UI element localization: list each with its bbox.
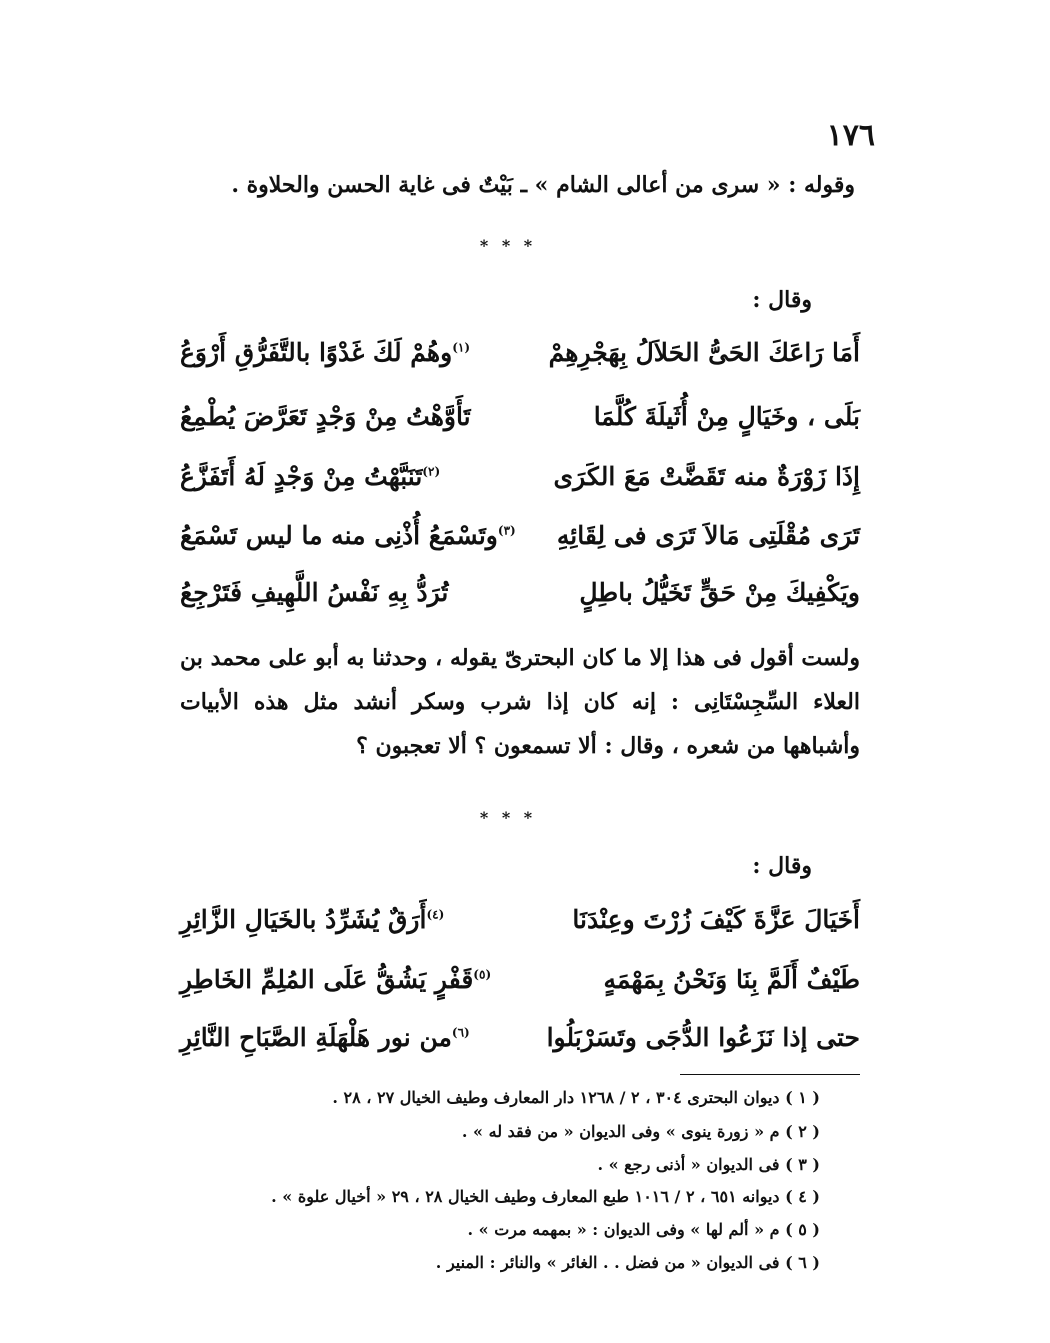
page-number: ١٧٦ — [826, 118, 875, 153]
first-hemistich: أَمَا رَاعَكَ الحَىُّ الحَلاَلُ بِهَجْرِهِمْ — [548, 338, 860, 367]
first-hemistich: إِذَا زَوْرَةٌ منه تَقَضَّتْ مَعَ الكَرَى — [553, 462, 860, 491]
footnote: ( ٥ ) م « ألم لها » وفى الديوان : « بمهمه مرت » . — [467, 1220, 820, 1239]
second-hemistich: تَأَوَّهْتُ مِنْ وَجْدٍ تَعَرَّضَ يُطْمِعُ — [180, 402, 471, 431]
footnote-ref: (٤) — [426, 907, 445, 922]
second-hemistich: $^{(٦)}$من نور هَلْهَلَةِ الصَّبَاحِ النَّائِرِ — [180, 1023, 470, 1052]
verse-line — [180, 1023, 860, 1063]
verse-line — [180, 462, 860, 502]
verse-intro-label: وقال : — [752, 287, 812, 313]
footnote: ( ١ ) ديوان البحترى ٣٠٤ ، ٢ / ١٢٦٨ دار المعارف وطيف الخيال ٢٧ ، ٢٨ . — [332, 1088, 820, 1107]
footnote-ref: (٥) — [473, 967, 492, 982]
first-hemistich: حتى إذا نَزَعُوا الدُّجَى وتَسَرْبَلُوا — [546, 1023, 860, 1052]
second-hemistich: $^{(١)}$وهُمْ لَكَ غَدْوًا بالتَّفَرُّقِ أَرْوَعُ — [180, 338, 471, 367]
verse-line — [180, 578, 860, 618]
section-separator: * * * — [479, 808, 537, 827]
footnote-ref: (١) — [452, 340, 471, 355]
footnote-ref: (٦) — [451, 1025, 470, 1040]
footnote: ( ٣ ) فى الديوان « أذنى رجع » . — [597, 1155, 820, 1174]
verse-intro-label: وقال : — [752, 853, 812, 879]
section-separator: * * * — [479, 236, 537, 255]
intro-line: وقوله : « سرى من أعالى الشام » ـ بَيْتٌ فى غاية الحسن والحلاوة . — [231, 172, 855, 198]
second-hemistich: $^{(٤)}$أَرَقٌ يُشَرِّدُ بالخَيَالِ الزَّائِرِ — [180, 905, 445, 934]
first-hemistich: ويَكْفِيكَ مِنْ حَقٍّ تَخَيُّلُ باطِلٍ — [579, 578, 860, 607]
first-hemistich: أَخَيَالَ عَزَّةَ كَيْفَ زُرْتَ وعِنْدَنَا — [572, 905, 860, 934]
footnote: ( ٢ ) م « زورة ينوى » وفى الديوان « من فقد له » . — [461, 1122, 820, 1141]
verse-line — [180, 905, 860, 945]
footnote: ( ٤ ) ديوانه ٦٥١ ، ٢ / ١٠١٦ طبع المعارف وطيف الخيال ٢٨ ، ٢٩ « أخيال علوة » . — [271, 1187, 820, 1206]
footnote-rule — [680, 1074, 860, 1075]
second-hemistich: $^{(٢)}$تَنَبَّهْتُ مِنْ وَجْدٍ لَهُ أَتَفَزَّعُ — [180, 462, 441, 491]
footnote: ( ٦ ) فى الديوان « من فضل . . الغائر » والنائر : المنير . — [435, 1253, 820, 1272]
first-hemistich: بَلَى ، وخَيَالٍ مِنْ أُثَيلَةَ كُلَّمَا — [593, 402, 860, 431]
first-hemistich: طَيْفٌ أَلَمَّ بِنَا وَنَحْنُ بِمَهْمَهٍ — [603, 965, 860, 994]
footnote-ref: (٣) — [497, 523, 516, 538]
verse-line — [180, 521, 860, 561]
first-hemistich: تَرَى مُقْلَتِى مَالاَ تَرَى فى لِقَائِهِ — [556, 521, 860, 550]
verse-line — [180, 338, 860, 378]
second-hemistich: $^{(٣)}$وتَسْمَعُ أُذْنِى منه ما ليس تَسْمَعُ — [180, 521, 516, 550]
footnote-ref: (٢) — [422, 464, 441, 479]
second-hemistich: $^{(٥)}$قَفْرٍ يَشُقُّ عَلَى المُلِمِّ الخَاطِرِ — [180, 965, 492, 994]
second-hemistich: تُرَدُّ بِهِ نَفْسُ اللَّهِيفِ فَتَرْجِعُ — [180, 578, 449, 607]
verse-line — [180, 965, 860, 1005]
verse-line — [180, 402, 860, 442]
prose-paragraph: ولست أقول فى هذا إلا ما كان البحترىّ يقوله ، وحدثنا به أبو على محمد بن العلاء السِّجِسْتَانِى : إنه كان إذا شرب وسكر أنشد مثل هذه الأبيات وأشباهها من شعره ، وقال : ألا تسمعون ؟ ألا تعجبون ؟ — [180, 645, 860, 759]
